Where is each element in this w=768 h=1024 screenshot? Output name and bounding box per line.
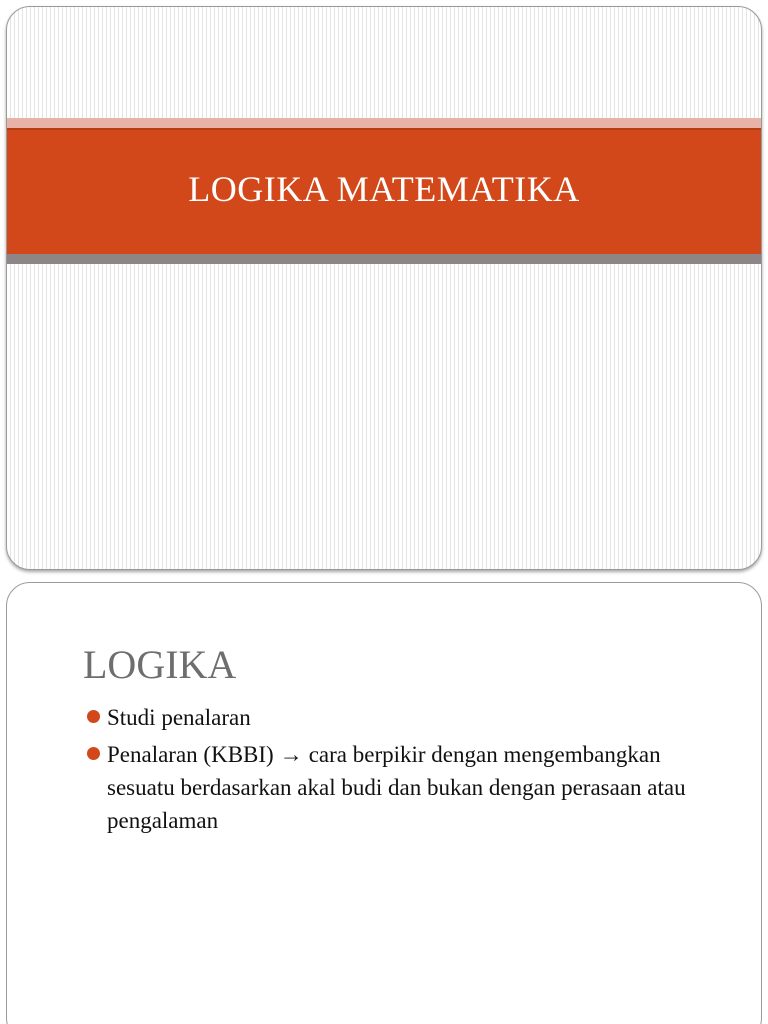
bullet-item — [85, 738, 725, 837]
bullet-item — [85, 701, 725, 734]
content-slide — [6, 582, 762, 1024]
orange-circle-bullet-icon — [87, 710, 100, 723]
right-arrow-icon: → — [279, 742, 303, 767]
content-heading: LOGIKA — [83, 642, 237, 687]
title-band-top-stripe — [7, 118, 761, 128]
title-band — [7, 128, 761, 254]
bullet-definition: cara berpikir dengan mengembangkan sesuatu berdasarkan akal budi dan bukan dengan perasaan atau pengalaman — [107, 742, 686, 833]
title-band-bottom-stripe — [7, 254, 761, 264]
bullet-text — [107, 742, 686, 833]
bullet-text: Studi penalaran — [107, 705, 251, 730]
slide-title: LOGIKA MATEMATIKA — [188, 169, 580, 209]
title-slide — [6, 6, 762, 570]
bullet-list — [85, 701, 725, 841]
bullet-term: Penalaran (KBBI) — [107, 742, 274, 767]
orange-circle-bullet-icon — [87, 747, 100, 760]
